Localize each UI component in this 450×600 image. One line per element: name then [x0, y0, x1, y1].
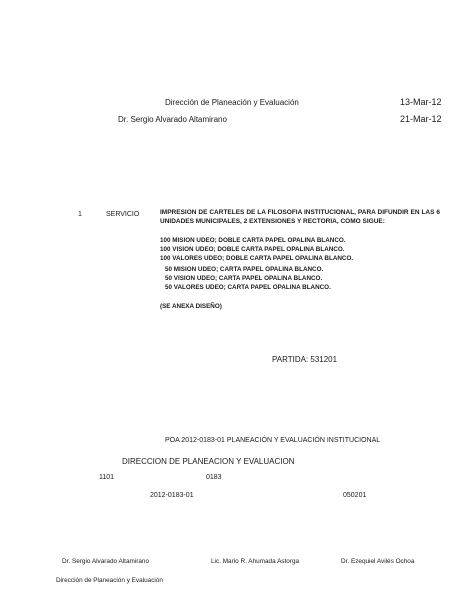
- item-line: 100 VISION UDEO; DOBLE CARTA PAPEL OPALINA BLANCO.: [160, 246, 345, 253]
- signature-1: Dr. Sergio Alvarado Altamirano: [62, 558, 150, 565]
- header-department: Dirección de Planeación y Evaluación: [165, 98, 299, 107]
- item-unit: SERVICIO: [106, 211, 140, 218]
- budget-code-1101: 1101: [99, 474, 115, 481]
- item-line: 50 VALORES UDEO; CARTA PAPEL OPALINA BLANCO.: [165, 284, 331, 291]
- signature-2: Lic. Mario R. Ahumada Astorga: [211, 558, 300, 565]
- item-line: 50 VISION UDEO; CARTA PAPEL OPALINA BLANCO.: [165, 275, 323, 282]
- item-description: IMPRESION DE CARTELES DE LA FILOSOFIA INSTITUCIONAL, PARA DIFUNDIR EN LAS 6 UNIDADES MUNICIPALES, 2 EXTENSIONES Y RECTORIA, COMO SIGUE:: [160, 209, 440, 225]
- budget-department: DIRECCION DE PLANEACION Y EVALUACION: [122, 457, 295, 466]
- budget-code-050201: 050201: [343, 492, 367, 499]
- signature-3: Dr. Ezequiel Avilés Ochoa: [341, 558, 415, 565]
- budget-project: 2012-0183-01: [150, 492, 194, 499]
- item-line: 100 MISION UDEO; DOBLE CARTA PAPEL OPALINA BLANCO.: [160, 237, 346, 244]
- poa-line: POA 2012-0183-01 PLANEACIÓN Y EVALUACIÓN INSTITUCIONAL: [165, 437, 381, 444]
- budget-code-0183: 0183: [206, 474, 222, 481]
- header-person: Dr. Sergio Alvarado Altamirano: [118, 115, 227, 124]
- item-line: 100 VALORES UDEO; DOBLE CARTA PAPEL OPALINA BLANCO.: [160, 255, 354, 262]
- item-note: (SE ANEXA DISEÑO): [160, 303, 222, 310]
- header-date-2: 21-Mar-12: [400, 114, 442, 124]
- header-date-1: 13-Mar-12: [400, 97, 442, 107]
- item-quantity: 1: [78, 211, 82, 218]
- item-line: 50 MISION UDEO; CARTA PAPEL OPALINA BLANCO.: [165, 266, 324, 273]
- signature-department: Dirección de Planeación y Evaluación: [56, 577, 163, 584]
- partida: PARTIDA: 531201: [272, 355, 338, 364]
